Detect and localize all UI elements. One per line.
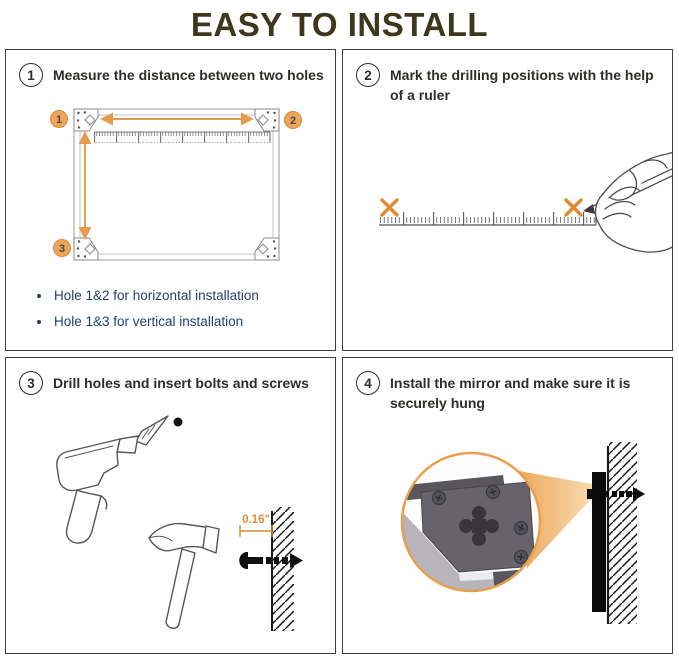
depth-measurement-label: 0.16": [242, 514, 270, 526]
panel-step-1: [5, 49, 336, 351]
panel-step-2: [342, 49, 673, 351]
step-2-header: [343, 50, 672, 106]
inner-ruler: [94, 132, 270, 143]
mirror-side-view-diagram: [587, 442, 645, 624]
installation-notes: [36, 283, 335, 336]
hammer-illustration: [149, 524, 219, 629]
step-2-number-badge: 2: [356, 63, 380, 87]
steps-grid: [5, 49, 674, 654]
hanging-diagram: [343, 414, 673, 654]
screw-into-wall-diagram: [239, 507, 303, 631]
step-4-text: Install the mirror and make sure it is securely hung: [390, 375, 631, 412]
depth-measure: [240, 525, 272, 537]
hole-dot: [174, 418, 183, 427]
svg-text:1: 1: [55, 114, 63, 126]
ruler: [379, 212, 596, 225]
hole-badge-3: [54, 240, 71, 257]
step-3-header: [6, 358, 335, 395]
drilling-diagram: [6, 395, 336, 641]
hole-badge-1: [51, 111, 68, 128]
wall-hatch: [609, 442, 637, 624]
step-1-header: [6, 50, 335, 87]
svg-text:3: 3: [58, 243, 66, 255]
note-horizontal: • Hole 1&2 for horizontal installation: [52, 283, 335, 309]
panel-step-3: [5, 357, 336, 654]
step-3-number-badge: 3: [19, 371, 43, 395]
page-title: EASY TO INSTALL: [190, 6, 489, 43]
step-4-number-badge: 4: [356, 371, 380, 395]
step-1-text: Measure the distance between two holes: [53, 67, 324, 83]
panel-step-4: [342, 357, 673, 654]
hand-with-pencil-illustration: [583, 152, 673, 252]
hole-badge-2: [285, 112, 302, 129]
step-4-header: [343, 358, 672, 414]
step-1-number-badge: 1: [19, 63, 43, 87]
wall-hatch: [273, 507, 294, 631]
corner-bracket-zoom-view: [393, 453, 545, 596]
marking-diagram: [343, 106, 673, 346]
mirror-measure-diagram: [6, 87, 336, 279]
svg-text:2: 2: [289, 115, 297, 127]
step-2-text: Mark the drilling positions with the help of a ruler: [390, 67, 654, 104]
drill-illustration: [57, 416, 168, 543]
step-3-text: Drill holes and insert bolts and screws: [53, 375, 309, 391]
note-vertical: • Hole 1&3 for vertical installation: [52, 309, 335, 335]
